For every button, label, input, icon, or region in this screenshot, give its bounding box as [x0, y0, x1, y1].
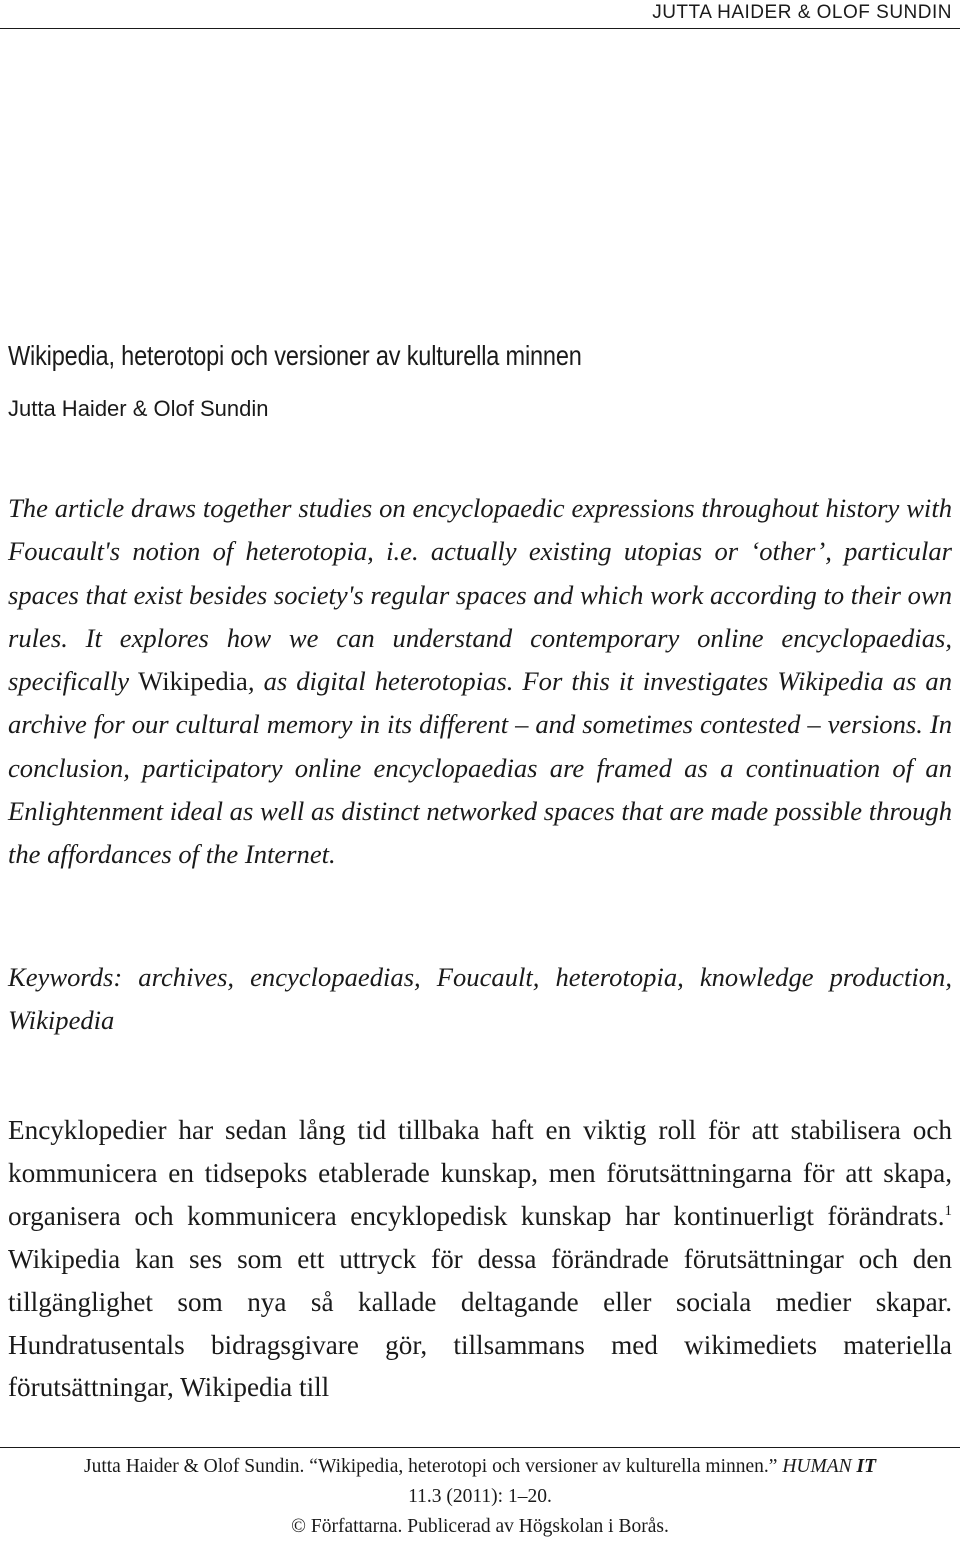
abstract [8, 487, 952, 877]
footer-copyright: © Författarna. Publicerad av Högskolan i Borås. [291, 1516, 669, 1537]
body-text-2: Wikipedia kan ses som ett uttryck för dessa förändrade förutsättningar och den tillgänglighet som nya så kallade deltagande eller sociala medier skapar. Hundratusentals bidragsgivare gör, tillsammans med wikimediets materiella förutsättningar, Wikipedia till [8, 1243, 952, 1403]
abstract-text-2: , as digital heterotopias. For this it investigates Wikipedia as an archive for our cultural memory in its different – and sometimes contested – versions. In conclusion, participatory online encyclopaedias are framed as a continuation of an Enlightenment ideal as well as distinct networked spaces that are made possible through the affordances of the Internet. [8, 666, 952, 870]
running-head: JUTTA HAIDER & OLOF SUNDIN [652, 2, 952, 23]
journal-name: HUMAN [782, 1456, 852, 1477]
header-rule [0, 28, 960, 29]
article-authors: Jutta Haider & Olof Sundin [8, 396, 269, 421]
abstract-text-1: The article draws together studies on encyclopaedic expressions throughout history with Foucault's notion of heterotopia, i.e. actually existing utopias or ‘other’, particular spaces that exist besides society's regular spaces and which work according to their own rules. It explores how we can understand contemporary online encyclopaedias, specifically [8, 493, 952, 697]
page-footer [0, 1452, 960, 1542]
body-text-1: Encyklopedier har sedan lång tid tillbaka haft en viktig roll för att stabilisera och kommunicera en tidsepoks etablerade kunskap, men förutsättningarna för att skapa, organisera och kommunicera encyklopedisk kunskap har kontinuerligt förändrats. [8, 1115, 952, 1231]
footer-citation: Jutta Haider & Olof Sundin. “Wikipedia, heterotopi och versioner av kulturella minnen.” [83, 1456, 778, 1477]
footer-volume: 11.3 (2011): 1–20. [408, 1486, 552, 1507]
keywords: Keywords: archives, encyclopaedias, Foucault, heterotopia, knowledge production, Wikipedia [8, 962, 952, 1036]
body-paragraph [8, 1109, 952, 1409]
footer-citation-line [0, 1452, 960, 1482]
footer-rule [0, 1447, 960, 1448]
footnote-reference[interactable]: 1 [944, 1202, 952, 1219]
abstract-wikipedia: Wikipedia [138, 666, 248, 697]
journal-name-it: IT [856, 1456, 877, 1477]
article-title: Wikipedia, heterotopi och versioner av kulturella minnen [8, 340, 582, 371]
